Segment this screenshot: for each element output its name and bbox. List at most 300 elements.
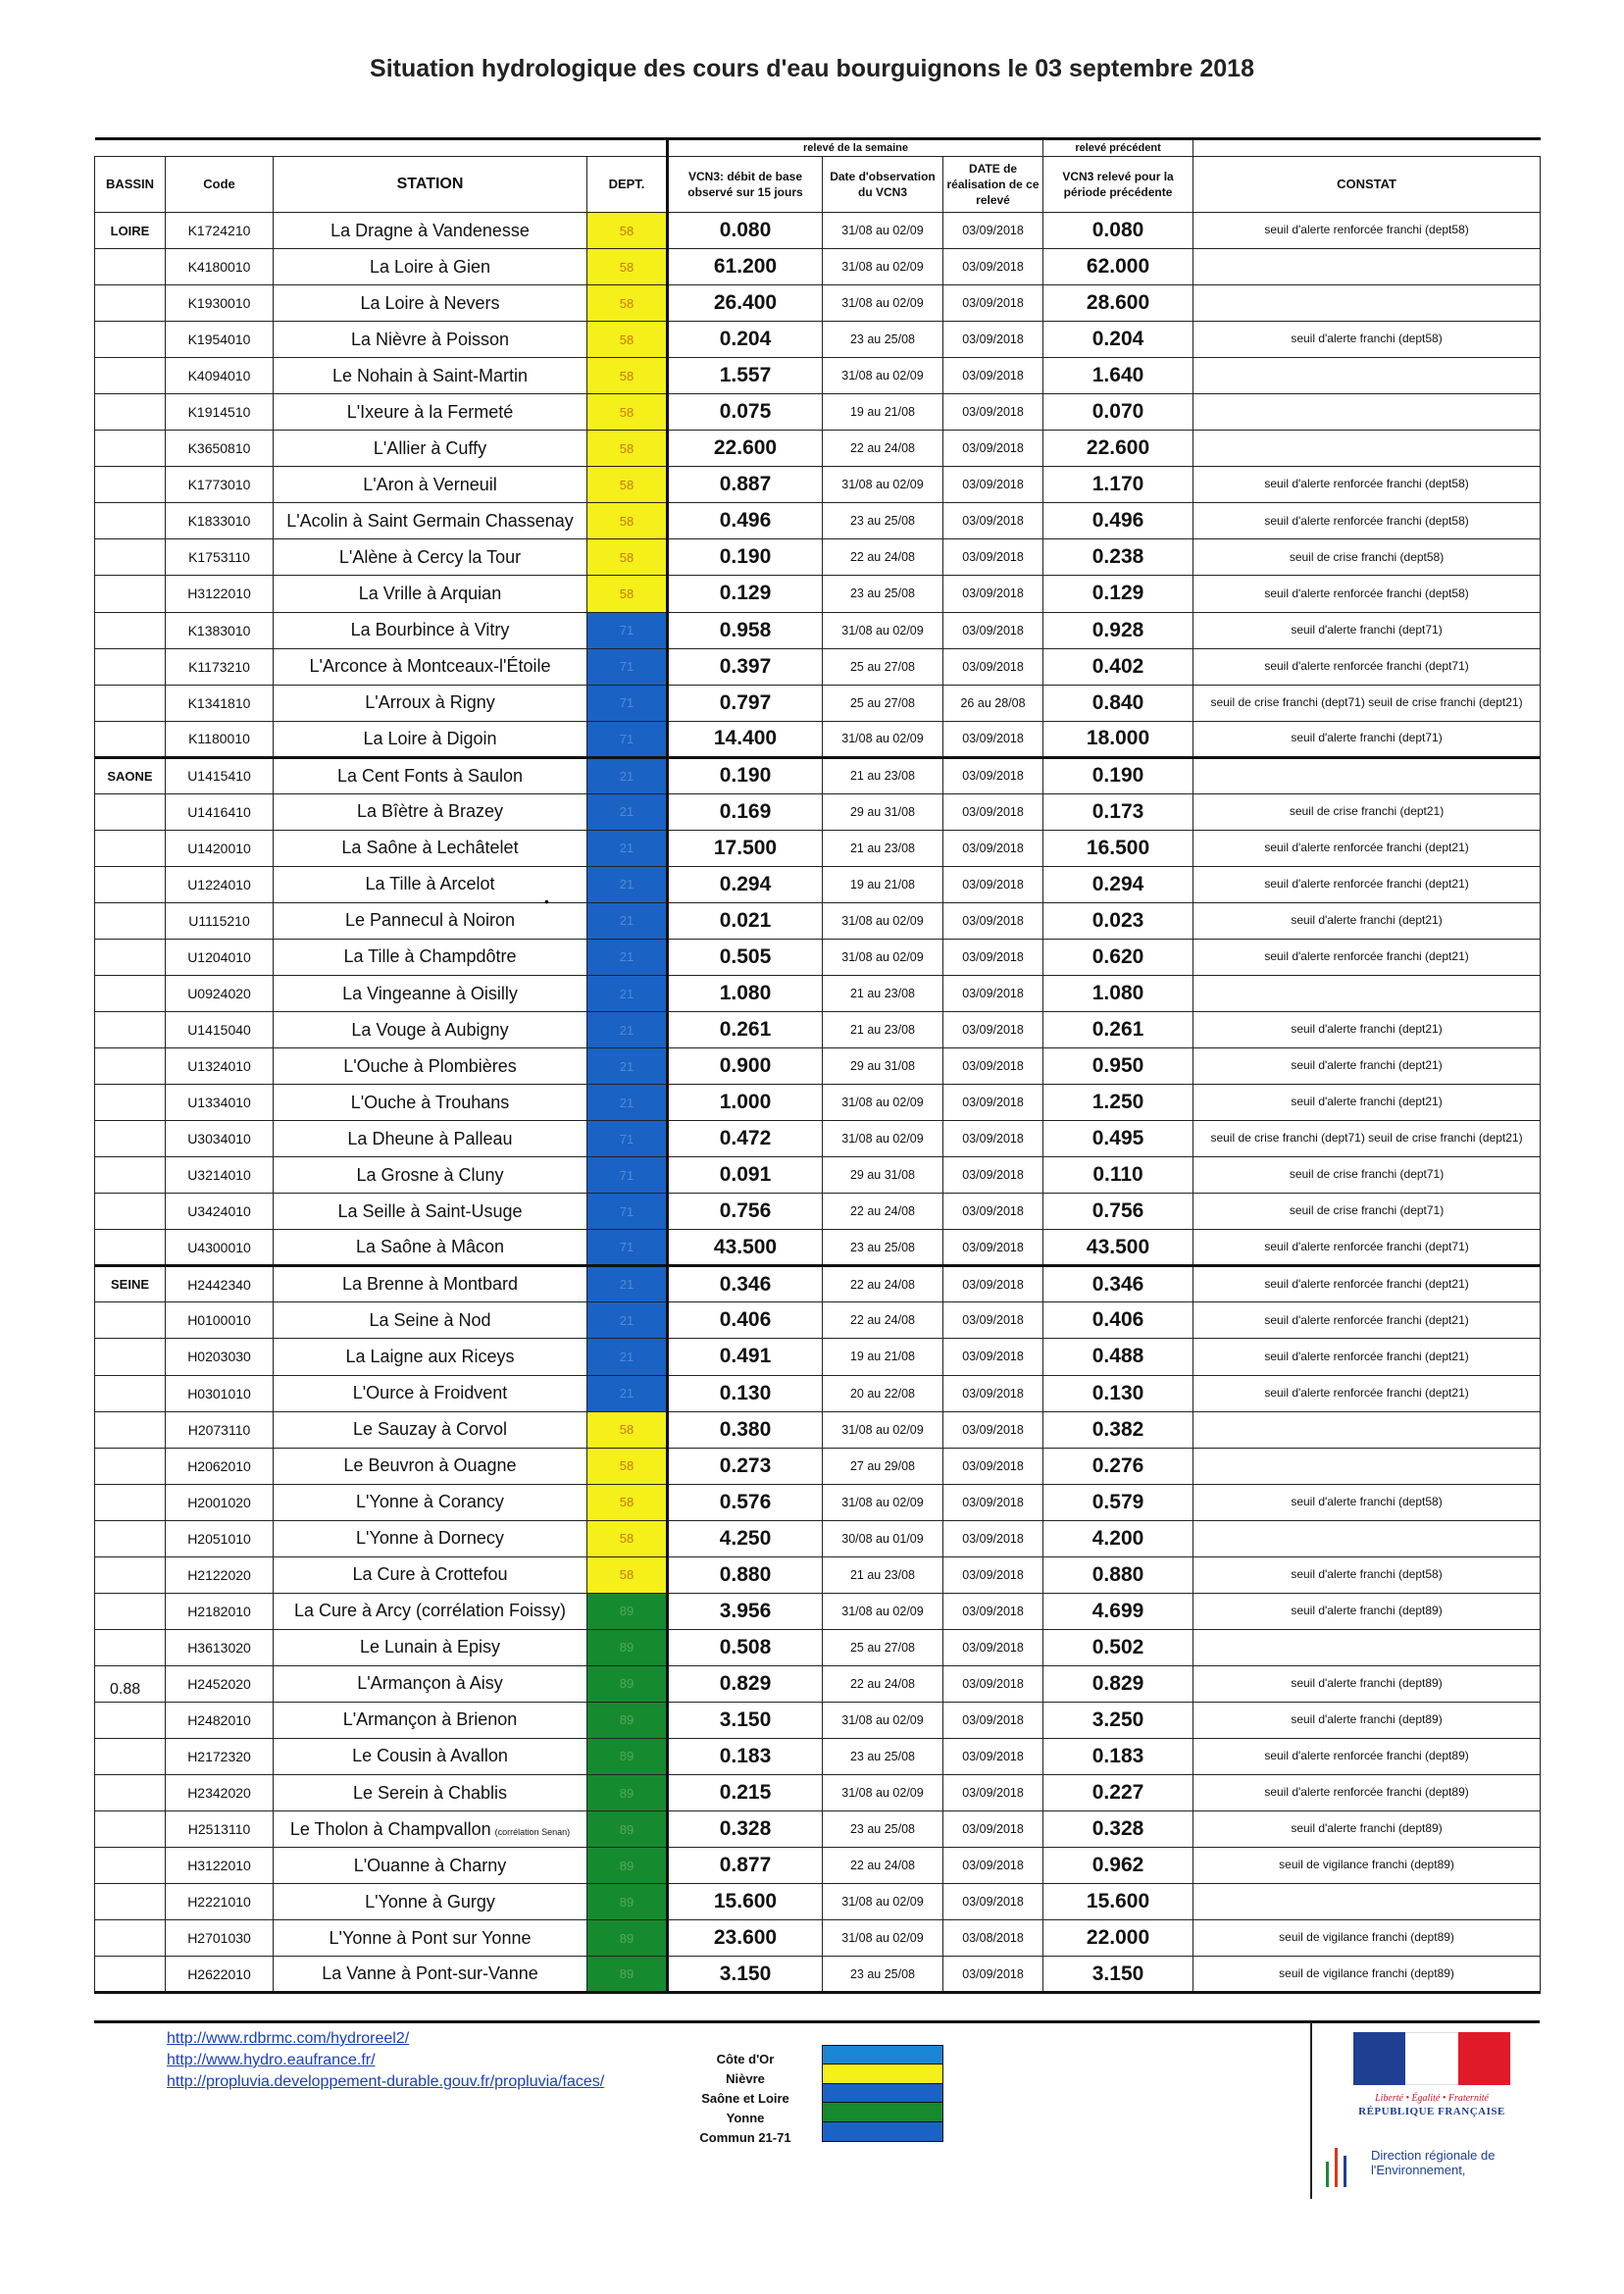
bassin-cell (95, 939, 166, 975)
vcn3-cell: 0.380 (668, 1411, 823, 1448)
station-cell: Le Nohain à Saint-Martin (274, 358, 587, 394)
table-row (95, 1339, 1541, 1375)
code-cell: K4180010 (166, 249, 274, 285)
constat-cell: seuil de crise franchi (dept21) (1193, 793, 1541, 830)
station-name: Le Tholon à Champvallon (289, 1818, 491, 1839)
date-real-cell: 03/09/2018 (943, 1884, 1043, 1920)
constat-cell: seuil d'alerte franchi (dept21) (1193, 902, 1541, 939)
table-row (95, 1375, 1541, 1411)
vcn3-cell: 0.130 (668, 1375, 823, 1411)
station-cell: La Laigne aux Riceys (274, 1339, 587, 1375)
station-cell: La Loire à Gien (274, 249, 587, 285)
legend-swatch-saone-loire (822, 2083, 943, 2104)
code-cell: U0924020 (166, 975, 274, 1011)
marianne-logo (1353, 2032, 1510, 2117)
vcn3-prev-cell: 62.000 (1043, 249, 1193, 285)
link-rdbrmc[interactable]: http://www.rdbrmc.com/hydroreel2/ (167, 2030, 410, 2047)
date-real-cell: 03/09/2018 (943, 1811, 1043, 1848)
vcn3-cell: 0.129 (668, 576, 823, 612)
vcn3-cell: 0.887 (668, 467, 823, 503)
date-obs-cell: 22 au 24/08 (823, 1194, 943, 1230)
vcn3-prev-cell: 0.950 (1043, 1048, 1193, 1085)
bassin-cell (95, 612, 166, 648)
constat-cell (1193, 975, 1541, 1011)
handwritten-note: 0.88 (110, 1681, 141, 1698)
date-real-cell: 03/09/2018 (943, 866, 1043, 902)
constat-cell (1193, 757, 1541, 793)
bassin-cell (95, 322, 166, 358)
bassin-cell (95, 902, 166, 939)
constat-cell: seuil d'alerte renforcée franchi (dept58) (1193, 576, 1541, 612)
station-cell: L'Acolin à Saint Germain Chassenay (274, 503, 587, 539)
dept-cell: 71 (587, 1121, 668, 1157)
vcn3-prev-cell: 0.023 (1043, 902, 1193, 939)
date-real-cell: 03/09/2018 (943, 394, 1043, 431)
station-cell: La Vingeanne à Oisilly (274, 975, 587, 1011)
bassin-cell (95, 1957, 166, 1993)
date-real-cell: 03/09/2018 (943, 1194, 1043, 1230)
constat-cell: seuil d'alerte franchi (dept58) (1193, 322, 1541, 358)
table-row (95, 1665, 1541, 1702)
bassin-cell (95, 467, 166, 503)
dept-cell: 89 (587, 1738, 668, 1774)
code-cell: H2182010 (166, 1593, 274, 1629)
station-cell: Le Lunain à Episy (274, 1629, 587, 1665)
logo-republique: RÉPUBLIQUE FRANÇAISE (1358, 2106, 1505, 2117)
station-cell: La Nièvre à Poisson (274, 322, 587, 358)
station-cell: La Loire à Digoin (274, 721, 587, 757)
table-row (95, 1848, 1541, 1884)
date-obs-cell: 31/08 au 02/09 (823, 1411, 943, 1448)
dept-cell: 89 (587, 1702, 668, 1738)
legend-swatch-yonne (822, 2102, 943, 2122)
bassin-cell (95, 1411, 166, 1448)
footer-divider (94, 2020, 1540, 2023)
constat-cell: seuil d'alerte renforcée franchi (dept21) (1193, 866, 1541, 902)
vcn3-cell: 0.958 (668, 612, 823, 648)
constat-cell (1193, 394, 1541, 431)
constat-cell: seuil de crise franchi (dept71) (1193, 1157, 1541, 1194)
date-real-cell: 03/09/2018 (943, 249, 1043, 285)
code-cell: K1773010 (166, 467, 274, 503)
station-cell: Le Cousin à Avallon (274, 1738, 587, 1774)
bassin-cell (95, 503, 166, 539)
date-real-cell: 03/09/2018 (943, 1230, 1043, 1266)
dept-cell: 89 (587, 1629, 668, 1665)
date-obs-cell: 22 au 24/08 (823, 431, 943, 467)
date-real-cell: 26 au 28/08 (943, 685, 1043, 721)
dept-cell: 58 (587, 431, 668, 467)
code-cell: H2062010 (166, 1448, 274, 1484)
constat-cell: seuil d'alerte renforcée franchi (dept71) (1193, 1230, 1541, 1266)
date-real-cell: 03/09/2018 (943, 1702, 1043, 1738)
code-cell: H2622010 (166, 1957, 274, 1993)
date-real-cell: 03/09/2018 (943, 1593, 1043, 1629)
code-cell: U1334010 (166, 1085, 274, 1121)
station-cell: L'Armançon à Aisy (274, 1665, 587, 1702)
code-cell: K1930010 (166, 285, 274, 322)
date-real-cell: 03/09/2018 (943, 576, 1043, 612)
table-row (95, 431, 1541, 467)
legend-label-saone-loire: Saône et Loire (701, 2091, 789, 2106)
dept-cell: 58 (587, 1411, 668, 1448)
bassin-cell (95, 358, 166, 394)
code-cell: K1724210 (166, 213, 274, 249)
table-row (95, 830, 1541, 866)
code-cell: U4300010 (166, 1230, 274, 1266)
table-row (95, 1302, 1541, 1339)
table-row (95, 685, 1541, 721)
bassin-cell: SAONE (95, 757, 166, 793)
vcn3-prev-cell: 0.080 (1043, 213, 1193, 249)
vcn3-prev-cell: 3.150 (1043, 1957, 1193, 1993)
code-cell: K1833010 (166, 503, 274, 539)
date-obs-cell: 19 au 21/08 (823, 394, 943, 431)
table-row (95, 721, 1541, 757)
table-row (95, 394, 1541, 431)
vcn3-cell: 0.294 (668, 866, 823, 902)
dept-cell: 58 (587, 285, 668, 322)
date-obs-cell: 21 au 23/08 (823, 975, 943, 1011)
date-obs-cell: 31/08 au 02/09 (823, 1085, 943, 1121)
constat-cell (1193, 249, 1541, 285)
vcn3-cell: 0.496 (668, 503, 823, 539)
date-real-cell: 03/09/2018 (943, 1411, 1043, 1448)
bassin-cell (95, 648, 166, 685)
vcn3-cell: 0.328 (668, 1811, 823, 1848)
date-real-cell: 03/09/2018 (943, 830, 1043, 866)
code-cell: H2513110 (166, 1811, 274, 1848)
bassin-cell (95, 1702, 166, 1738)
dept-cell: 21 (587, 939, 668, 975)
station-cell: L'Yonne à Corancy (274, 1484, 587, 1520)
date-obs-cell: 19 au 21/08 (823, 1339, 943, 1375)
bassin-cell (95, 1121, 166, 1157)
dept-cell: 21 (587, 1302, 668, 1339)
table-row (95, 285, 1541, 322)
vcn3-cell: 0.273 (668, 1448, 823, 1484)
dept-cell: 71 (587, 1157, 668, 1194)
col-date-real: DATE de réalisation de ce relevé (943, 157, 1043, 213)
dept-cell: 89 (587, 1665, 668, 1702)
vcn3-prev-cell: 0.402 (1043, 648, 1193, 685)
vcn3-prev-cell: 1.640 (1043, 358, 1193, 394)
date-real-cell: 03/09/2018 (943, 503, 1043, 539)
date-obs-cell: 27 au 29/08 (823, 1448, 943, 1484)
dreal-mark-icon (1326, 2148, 1363, 2187)
bassin-cell (95, 1629, 166, 1665)
vcn3-cell: 0.346 (668, 1266, 823, 1302)
constat-cell: seuil d'alerte renforcée franchi (dept89) (1193, 1775, 1541, 1811)
constat-cell: seuil d'alerte franchi (dept71) (1193, 721, 1541, 757)
bassin-cell (95, 1811, 166, 1848)
date-obs-cell: 23 au 25/08 (823, 576, 943, 612)
vcn3-prev-cell: 22.600 (1043, 431, 1193, 467)
station-note: (corrélation Senan) (494, 1826, 571, 1837)
station-cell: La Loire à Nevers (274, 285, 587, 322)
dept-cell: 71 (587, 685, 668, 721)
dept-cell: 58 (587, 358, 668, 394)
header-row (95, 157, 1541, 213)
vcn3-prev-cell: 0.346 (1043, 1266, 1193, 1302)
vcn3-cell: 0.261 (668, 1012, 823, 1048)
dept-cell: 21 (587, 793, 668, 830)
code-cell: H2172320 (166, 1738, 274, 1774)
dreal-text: Direction régionale de l'Environnement, (1371, 2148, 1496, 2177)
date-obs-cell: 31/08 au 02/09 (823, 612, 943, 648)
dept-cell: 71 (587, 721, 668, 757)
dept-cell: 58 (587, 576, 668, 612)
vcn3-cell: 1.000 (668, 1085, 823, 1121)
code-cell: U1224010 (166, 866, 274, 902)
date-obs-cell: 31/08 au 02/09 (823, 1920, 943, 1957)
constat-cell: seuil d'alerte renforcée franchi (dept58) (1193, 213, 1541, 249)
vcn3-prev-cell: 0.495 (1043, 1121, 1193, 1157)
station-cell (274, 1811, 587, 1848)
date-obs-cell: 31/08 au 02/09 (823, 213, 943, 249)
station-cell: La Tille à Champdôtre (274, 939, 587, 975)
legend-labels (677, 2050, 814, 2148)
code-cell: U3424010 (166, 1194, 274, 1230)
code-cell: H2701030 (166, 1920, 274, 1957)
code-cell: K1341810 (166, 685, 274, 721)
table-row (95, 1012, 1541, 1048)
station-cell: La Cure à Arcy (corrélation Foissy) (274, 1593, 587, 1629)
constat-cell: seuil d'alerte franchi (dept89) (1193, 1665, 1541, 1702)
bassin-cell (95, 1593, 166, 1629)
legend-label-yonne: Yonne (726, 2111, 765, 2125)
table-row (95, 1738, 1541, 1774)
station-cell: Le Serein à Chablis (274, 1775, 587, 1811)
date-real-cell: 03/09/2018 (943, 431, 1043, 467)
bassin-cell (95, 1012, 166, 1048)
vcn3-prev-cell: 0.406 (1043, 1302, 1193, 1339)
constat-cell: seuil d'alerte franchi (dept21) (1193, 1085, 1541, 1121)
vcn3-prev-cell: 1.080 (1043, 975, 1193, 1011)
table-row (95, 939, 1541, 975)
dept-cell: 58 (587, 539, 668, 576)
station-cell: La Bourbince à Vitry (274, 612, 587, 648)
station-cell: Le Sauzay à Corvol (274, 1411, 587, 1448)
table-row (95, 1411, 1541, 1448)
code-cell: H0203030 (166, 1339, 274, 1375)
date-obs-cell: 31/08 au 02/09 (823, 1884, 943, 1920)
station-cell: La Bîètre à Brazey (274, 793, 587, 830)
vcn3-prev-cell: 0.110 (1043, 1157, 1193, 1194)
date-obs-cell: 20 au 22/08 (823, 1375, 943, 1411)
table-row (95, 1448, 1541, 1484)
dept-cell: 21 (587, 1339, 668, 1375)
bassin-cell (95, 1556, 166, 1593)
legend-swatch-nievre (822, 2064, 943, 2084)
date-real-cell: 03/09/2018 (943, 1629, 1043, 1665)
station-cell: L'Yonne à Dornecy (274, 1520, 587, 1556)
vcn3-prev-cell: 1.250 (1043, 1085, 1193, 1121)
constat-cell: seuil d'alerte renforcée franchi (dept21) (1193, 1339, 1541, 1375)
date-real-cell: 03/09/2018 (943, 1520, 1043, 1556)
code-cell: H2442340 (166, 1266, 274, 1302)
vcn3-cell: 0.576 (668, 1484, 823, 1520)
dept-cell: 21 (587, 1375, 668, 1411)
constat-cell (1193, 1411, 1541, 1448)
date-real-cell: 03/09/2018 (943, 1048, 1043, 1085)
date-obs-cell: 29 au 31/08 (823, 1157, 943, 1194)
station-cell: La Tille à Arcelot (274, 866, 587, 902)
vcn3-cell: 26.400 (668, 285, 823, 322)
dept-cell: 71 (587, 1194, 668, 1230)
dept-cell: 58 (587, 249, 668, 285)
station-cell: La Dheune à Palleau (274, 1121, 587, 1157)
bassin-cell (95, 539, 166, 576)
legend-swatch-cote-dor (822, 2045, 943, 2065)
bassin-cell (95, 1230, 166, 1266)
vcn3-cell: 0.756 (668, 1194, 823, 1230)
date-obs-cell: 31/08 au 02/09 (823, 1775, 943, 1811)
station-cell: La Seine à Nod (274, 1302, 587, 1339)
date-obs-cell: 25 au 27/08 (823, 685, 943, 721)
date-obs-cell: 21 au 23/08 (823, 1556, 943, 1593)
vcn3-prev-cell: 0.496 (1043, 503, 1193, 539)
constat-cell: seuil d'alerte renforcée franchi (dept21) (1193, 1375, 1541, 1411)
legend-swatch-commun (822, 2121, 943, 2142)
dept-cell: 89 (587, 1848, 668, 1884)
date-obs-cell: 22 au 24/08 (823, 1266, 943, 1302)
table-row (95, 1121, 1541, 1157)
legend-swatches (822, 2046, 943, 2142)
code-cell: K4094010 (166, 358, 274, 394)
vcn3-cell: 0.215 (668, 1775, 823, 1811)
date-obs-cell: 23 au 25/08 (823, 1738, 943, 1774)
station-cell: L'Ouanne à Charny (274, 1848, 587, 1884)
table-row (95, 1520, 1541, 1556)
table-row (95, 1920, 1541, 1957)
vcn3-prev-cell: 1.170 (1043, 467, 1193, 503)
code-cell: H3613020 (166, 1629, 274, 1665)
vcn3-prev-cell: 16.500 (1043, 830, 1193, 866)
link-hydro[interactable]: http://www.hydro.eaufrance.fr/ (167, 2052, 376, 2068)
table-row (95, 1157, 1541, 1194)
code-cell: U1415040 (166, 1012, 274, 1048)
vcn3-cell: 0.491 (668, 1339, 823, 1375)
vcn3-prev-cell: 0.756 (1043, 1194, 1193, 1230)
vcn3-prev-cell: 0.261 (1043, 1012, 1193, 1048)
vcn3-prev-cell: 0.620 (1043, 939, 1193, 975)
bassin-cell (95, 1157, 166, 1194)
date-obs-cell: 31/08 au 02/09 (823, 358, 943, 394)
col-bassin: BASSIN (95, 157, 166, 213)
date-real-cell: 03/09/2018 (943, 213, 1043, 249)
date-obs-cell: 19 au 21/08 (823, 866, 943, 902)
code-cell: H0100010 (166, 1302, 274, 1339)
dept-cell: 71 (587, 648, 668, 685)
table-row (95, 503, 1541, 539)
vcn3-cell: 0.406 (668, 1302, 823, 1339)
table-row (95, 1775, 1541, 1811)
date-obs-cell: 31/08 au 02/09 (823, 249, 943, 285)
table-row (95, 1884, 1541, 1920)
bassin-cell (95, 1738, 166, 1774)
station-cell: La Vouge à Aubigny (274, 1012, 587, 1048)
table-row (95, 866, 1541, 902)
group-week-header: relevé de la semaine (668, 139, 1043, 157)
date-real-cell: 03/09/2018 (943, 322, 1043, 358)
dept-cell: 89 (587, 1811, 668, 1848)
vcn3-cell: 17.500 (668, 830, 823, 866)
station-cell: L'Arconce à Montceaux-l'Étoile (274, 648, 587, 685)
constat-cell: seuil d'alerte renforcée franchi (dept71) (1193, 648, 1541, 685)
legend-label-nievre: Nièvre (726, 2071, 765, 2086)
code-cell: H2452020 (166, 1665, 274, 1702)
station-cell: L'Ource à Froidvent (274, 1375, 587, 1411)
date-real-cell: 03/09/2018 (943, 1121, 1043, 1157)
dept-cell: 58 (587, 1520, 668, 1556)
date-real-cell: 03/09/2018 (943, 757, 1043, 793)
logo-divider (1310, 2022, 1312, 2199)
station-cell: La Saône à Mâcon (274, 1230, 587, 1266)
bassin-cell: LOIRE (95, 213, 166, 249)
col-vcn3-prev: VCN3 relevé pour la période précédente (1043, 157, 1193, 213)
vcn3-cell: 3.150 (668, 1957, 823, 1993)
dept-cell: 21 (587, 1012, 668, 1048)
date-obs-cell: 31/08 au 02/09 (823, 721, 943, 757)
station-cell: La Seille à Saint-Usuge (274, 1194, 587, 1230)
table-row (95, 539, 1541, 576)
code-cell: H0301010 (166, 1375, 274, 1411)
date-obs-cell: 31/08 au 02/09 (823, 467, 943, 503)
constat-cell: seuil d'alerte renforcée franchi (dept21) (1193, 830, 1541, 866)
date-real-cell: 03/09/2018 (943, 1738, 1043, 1774)
table-row (95, 467, 1541, 503)
bassin-cell (95, 1302, 166, 1339)
vcn3-prev-cell: 0.928 (1043, 612, 1193, 648)
station-cell: La Vrille à Arquian (274, 576, 587, 612)
bassin-cell (95, 576, 166, 612)
vcn3-cell: 0.829 (668, 1665, 823, 1702)
bassin-cell (95, 721, 166, 757)
date-obs-cell: 29 au 31/08 (823, 793, 943, 830)
col-vcn3: VCN3: débit de base observé sur 15 jours (668, 157, 823, 213)
vcn3-prev-cell: 4.200 (1043, 1520, 1193, 1556)
date-real-cell: 03/09/2018 (943, 1302, 1043, 1339)
vcn3-cell: 0.190 (668, 757, 823, 793)
station-cell: La Brenne à Montbard (274, 1266, 587, 1302)
date-real-cell: 03/09/2018 (943, 1266, 1043, 1302)
vcn3-prev-cell: 0.183 (1043, 1738, 1193, 1774)
vcn3-cell: 23.600 (668, 1920, 823, 1957)
vcn3-cell: 22.600 (668, 431, 823, 467)
vcn3-cell: 1.557 (668, 358, 823, 394)
code-cell: K1173210 (166, 648, 274, 685)
vcn3-prev-cell: 0.488 (1043, 1339, 1193, 1375)
station-cell: La Cure à Crottefou (274, 1556, 587, 1593)
constat-cell: seuil d'alerte renforcée franchi (dept21) (1193, 1266, 1541, 1302)
date-obs-cell: 23 au 25/08 (823, 322, 943, 358)
dept-cell: 71 (587, 1230, 668, 1266)
vcn3-cell: 0.075 (668, 394, 823, 431)
date-real-cell: 03/09/2018 (943, 721, 1043, 757)
bassin-cell: SEINE (95, 1266, 166, 1302)
station-cell: L'Ixeure à la Fermeté (274, 394, 587, 431)
date-obs-cell: 23 au 25/08 (823, 1957, 943, 1993)
header-group-row (95, 139, 1541, 157)
table-row (95, 1230, 1541, 1266)
station-cell: Le Pannecul à Noiron (274, 902, 587, 939)
bassin-cell (95, 249, 166, 285)
link-propluvia[interactable]: http://propluvia.developpement-durable.gouv.fr/propluvia/faces/ (167, 2073, 605, 2090)
bassin-cell (95, 431, 166, 467)
col-date-obs: Date d'observation du VCN3 (823, 157, 943, 213)
table-row (95, 322, 1541, 358)
